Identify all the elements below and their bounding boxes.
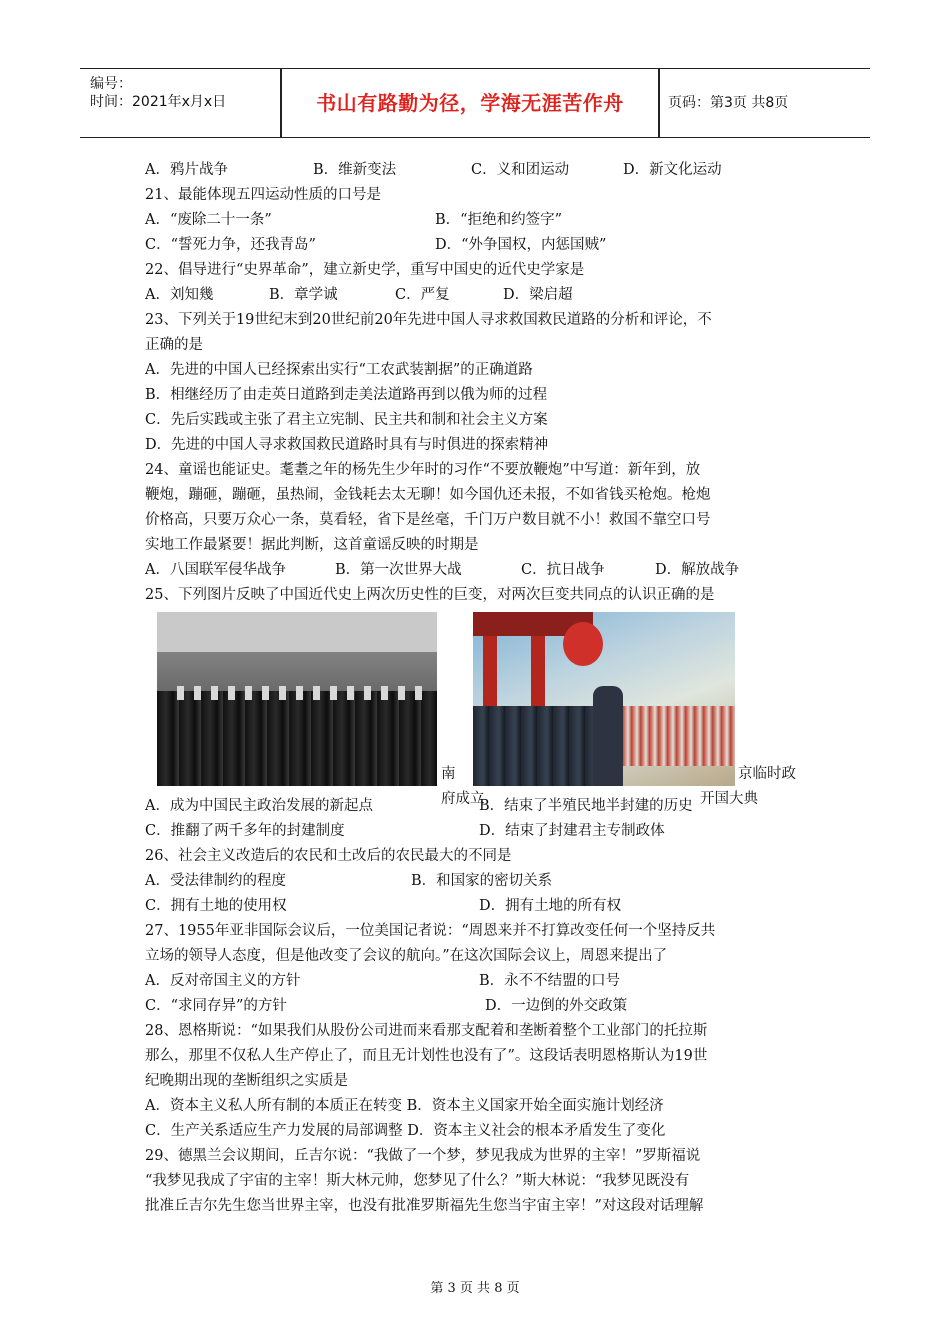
options-row: [145, 208, 815, 233]
option-d: D．先进的中国人寻求救国救民道路时具有与时俱进的探索精神: [145, 437, 549, 453]
option-c: C．义和团运动: [471, 162, 570, 178]
question-29-cont: “我梦见我成了宇宙的主宰！斯大林元帅，您梦见了什么？”斯大林说：“我梦见既没有: [145, 1173, 690, 1189]
option-a: A．先进的中国人已经探索出实行“工农武装割据”的正确道路: [145, 362, 533, 378]
option-c: C．抗日战争: [521, 562, 605, 578]
option-a: A．反对帝国主义的方针: [145, 973, 301, 989]
options-row: C．生产关系适应生产力发展的局部调整 D．资本主义社会的根本矛盾发生了变化: [145, 1123, 666, 1139]
question-25: 25、下列图片反映了中国近代史上两次历史性的巨变，对两次巨变共同点的认识正确的是: [145, 587, 715, 603]
caption-jing: 京临时政: [738, 766, 796, 782]
options-row: [145, 558, 815, 583]
header-motto: 书山有路勤为径，学海无涯苦作舟: [316, 91, 624, 115]
question-21: 21、最能体现五四运动性质的口号是: [145, 187, 381, 203]
option-a: A．受法律制约的程度: [145, 873, 286, 889]
nanjing-government-photo: [157, 612, 437, 786]
options-row: [145, 819, 815, 844]
option-c: C．严复: [395, 287, 450, 303]
question-content: [145, 158, 815, 1219]
option-b: B．和国家的密切关系: [411, 873, 553, 889]
option-a: A．刘知幾: [145, 287, 214, 303]
question-23: 23、下列关于19世纪末到20世纪前20年先进中国人寻求救国救民道路的分析和评论，不: [145, 312, 712, 328]
question-24-cont: 鞭炮，蹦砸，蹦砸，虽热闹，金钱耗去太无聊！如今国仇还未报，不如省钱买枪炮。枪炮: [145, 487, 711, 503]
options-row: [145, 869, 815, 894]
question-28-cont: 纪晚期出现的垄断组织之实质是: [145, 1073, 348, 1089]
founding-ceremony-painting: [473, 612, 735, 786]
header-info: [80, 69, 280, 137]
question-29: 29、德黑兰会议期间，丘吉尔说：“我做了一个梦，梦见我成为世界的主宰！”罗斯福说: [145, 1148, 701, 1164]
header-divider: [280, 69, 282, 137]
option-b: B．“拒绝和约签字”: [435, 212, 562, 228]
option-a: A．“废除二十一条”: [145, 212, 272, 228]
question-22: 22、倡导进行“史界革命”，建立新史学，重写中国史的近代史学家是: [145, 262, 585, 278]
page-header: [80, 68, 870, 138]
question-28-cont: 那么，那里不仅私人生产停止了，而且无计划性也没有了”。这段话表明恩格斯认为19世: [145, 1048, 708, 1064]
option-c: C．拥有土地的使用权: [145, 898, 287, 914]
question-24: 24、童谣也能证史。耄耋之年的杨先生少年时的习作“不要放鞭炮”中写道：新年到，放: [145, 462, 701, 478]
option-d: D．“外争国权，内惩国贼”: [435, 237, 607, 253]
caption-fu: 府成立: [441, 791, 485, 807]
question-23-cont: 正确的是: [145, 337, 203, 353]
option-c: C．“誓死力争，还我青岛”: [145, 237, 316, 253]
question-24-cont: 实地工作最紧要！据此判断，这首童谣反映的时期是: [145, 537, 479, 553]
option-d: D．一边倒的外交政策: [485, 998, 628, 1014]
option-b: B．第一次世界大战: [335, 562, 462, 578]
option-a: A．八国联军侵华战争: [145, 562, 286, 578]
options-row: [145, 994, 815, 1019]
caption-nan: 南: [441, 766, 456, 782]
caption-kaiguo: 开国大典: [700, 791, 758, 807]
question-24-cont: 价格高，只要万众心一条，莫看轻，省下是丝毫，千门万户数目就不小！救国不靠空口号: [145, 512, 711, 528]
option-b: B．维新变法: [313, 162, 397, 178]
option-c: C．“求同存异”的方针: [145, 998, 287, 1014]
option-d: D．结束了封建君主专制政体: [479, 823, 665, 839]
option-b: B．章学诚: [269, 287, 338, 303]
question-28: 28、恩格斯说：“如果我们从股份公司进而来看那支配着和垄断着整个工业部门的托拉斯: [145, 1023, 708, 1039]
question-29-cont: 批准丘吉尔先生您当世界主宰，也没有批准罗斯福先生您当宇宙主宰！”对这段对话理解: [145, 1198, 704, 1214]
date-label: 时间：2021年x月x日: [90, 94, 227, 110]
page-footer: 第 3 页 共 8 页: [430, 1281, 520, 1296]
question-27-cont: 立场的领导人态度，但是他改变了会议的航向。”在这次国际会议上，周恩来提出了: [145, 948, 668, 964]
option-b: B．结束了半殖民地半封建的历史: [479, 798, 693, 814]
option-d: D．解放战争: [655, 562, 740, 578]
options-row: [145, 969, 815, 994]
number-label: 编号：: [90, 76, 132, 92]
options-row: [145, 158, 815, 183]
question-26: 26、社会主义改造后的农民和土改后的农民最大的不同是: [145, 848, 512, 864]
option-a: A．成为中国民主政治发展的新起点: [145, 798, 373, 814]
option-d: D．梁启超: [503, 287, 573, 303]
options-row: [145, 283, 815, 308]
option-b: B．相继经历了由走英日道路到走美法道路再到以俄为师的过程: [145, 387, 548, 403]
option-d: D．拥有土地的所有权: [479, 898, 622, 914]
option-d: D．新文化运动: [623, 162, 722, 178]
options-row: A．资本主义私人所有制的本质正在转变 B．资本主义国家开始全面实施计划经济: [145, 1098, 664, 1114]
option-c: C．推翻了两千多年的封建制度: [145, 823, 345, 839]
option-c: C．先后实践或主张了君主立宪制、民主共和制和社会主义方案: [145, 412, 548, 428]
options-row: [145, 894, 815, 919]
option-b: B．永不不结盟的口号: [479, 973, 621, 989]
question-27: 27、1955年亚非国际会议后，一位美国记者说：“周恩来并不打算改变任何一个坚持反共: [145, 923, 716, 939]
options-row: [145, 233, 815, 258]
header-divider: [658, 69, 660, 137]
option-a: A．鸦片战争: [145, 162, 228, 178]
header-page-number: 页码：第3页 共8页: [668, 95, 789, 111]
